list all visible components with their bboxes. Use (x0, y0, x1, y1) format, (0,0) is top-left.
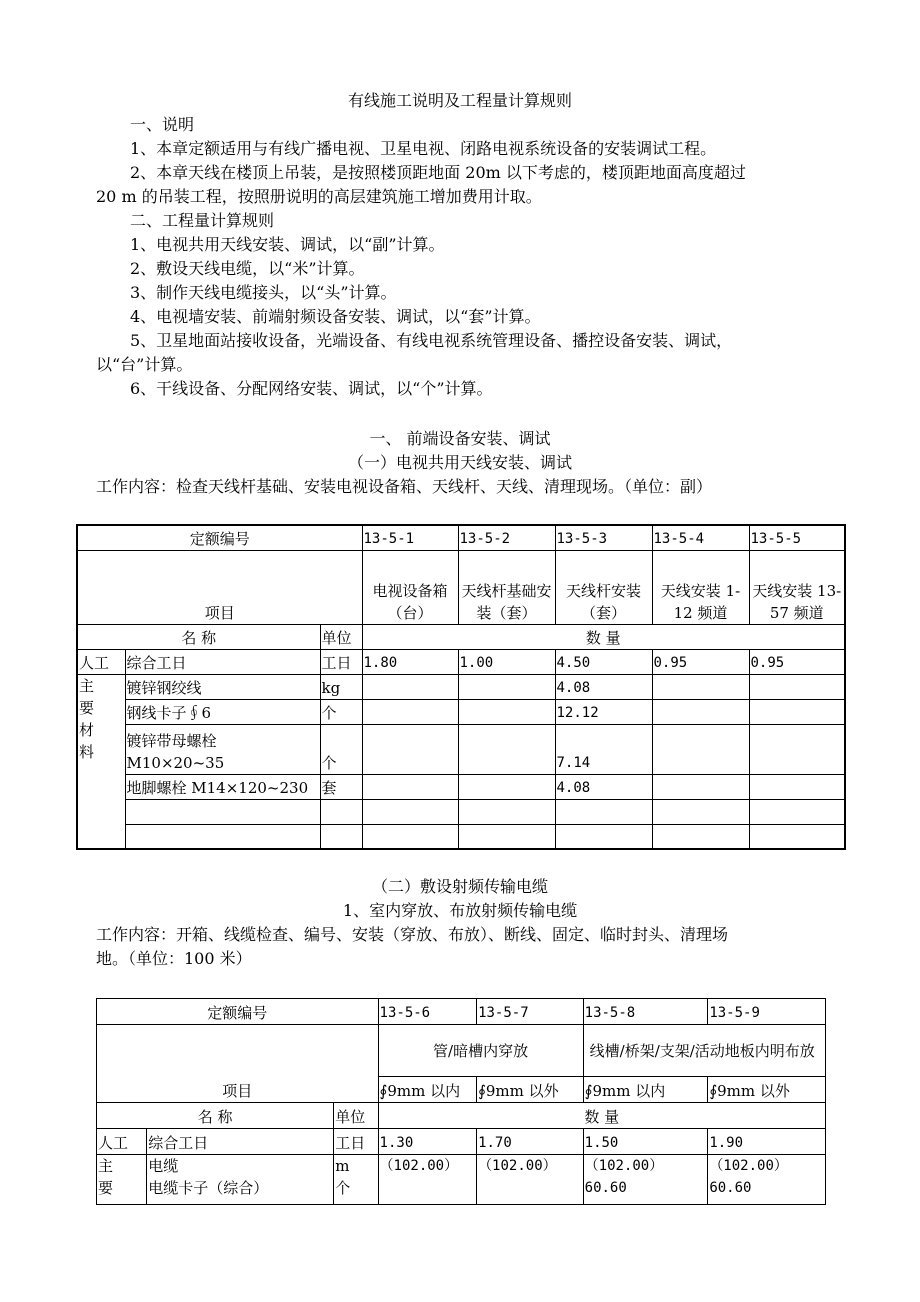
labor-value: 1.00 (458, 649, 555, 674)
section-rules-heading: 二、工程量计算规则 (130, 211, 275, 230)
item-name: 天线杆基础安装（套） (458, 550, 555, 624)
material-name: 电缆卡子（综合） (148, 1179, 269, 1197)
labor-name: 综合工日 (125, 649, 320, 674)
labor-value: 1.30 (378, 1129, 477, 1155)
rule-1: 1、电视共用天线安装、调试，以“副”计算。 (130, 235, 445, 254)
material-name: 镀锌带母螺栓 M10×20~35 (125, 724, 320, 774)
material-category: 主要材料 (77, 674, 125, 849)
rule-3: 3、制作天线电缆接头，以“头”计算。 (130, 283, 397, 302)
quota-code: 13-5-5 (749, 525, 845, 550)
material-unit: 套 (320, 774, 362, 799)
labor-value: 1.70 (477, 1129, 584, 1155)
quota-code: 13-5-1 (362, 525, 458, 550)
quota-code-label: 定额编号 (77, 525, 362, 550)
rule-4: 4、电视墙安装、前端射频设备安装、调试，以“套”计算。 (130, 307, 541, 326)
material-unit: m (335, 1157, 350, 1175)
item-name: 天线安装 1-12 频道 (652, 550, 749, 624)
part2-sub-heading: （二）敷设射频传输电缆 (371, 877, 548, 896)
labor-unit: 工日 (320, 649, 362, 674)
quantity-header: 数 量 (362, 624, 845, 649)
labor-value: 0.95 (652, 649, 749, 674)
item-name: 天线安装 13-57 频道 (749, 550, 845, 624)
material-value: （102.00） (379, 1158, 459, 1174)
labor-name: 综合工日 (147, 1129, 334, 1155)
material-unit: 个 (320, 724, 362, 774)
material-value: 12.12 (555, 699, 652, 724)
item-sub: ∮9mm 以外 (477, 1077, 584, 1103)
material-name: 地脚螺栓 M14×120~230 (125, 774, 320, 799)
labor-category: 人工 (77, 649, 125, 674)
quota-code: 13-5-8 (583, 999, 708, 1025)
page-title: 有线施工说明及工程量计算规则 (347, 91, 572, 110)
material-values (708, 1155, 826, 1205)
quota-code: 13-5-7 (477, 999, 584, 1025)
item-name: 天线杆安装（套） (555, 550, 652, 624)
material-unit: 个 (320, 699, 362, 724)
name-header: 名 称 (77, 624, 320, 649)
material-unit: 个 (335, 1179, 351, 1197)
unit-header: 单位 (334, 1103, 378, 1129)
material-values (378, 1155, 477, 1205)
labor-value: 1.50 (583, 1129, 708, 1155)
material-name: 电缆 (148, 1157, 179, 1175)
quota-code: 13-5-2 (458, 525, 555, 550)
material-value: 4.08 (555, 774, 652, 799)
quota-table-1 (76, 524, 846, 850)
name-header: 名 称 (97, 1103, 334, 1129)
item-group-tray: 线槽/桥架/支架/活动地板内明布放 (583, 1025, 825, 1077)
quota-code-label: 定额编号 (97, 999, 379, 1025)
unit-header: 单位 (320, 624, 362, 649)
section-explain-heading: 一、说明 (130, 115, 195, 134)
quota-code: 13-5-6 (378, 999, 477, 1025)
labor-value: 4.50 (555, 649, 652, 674)
material-category: 主要 (97, 1155, 147, 1205)
explain-paragraph-2-cont: 20 m 的吊装工程，按照册说明的高层建筑施工增加费用计取。 (96, 187, 542, 206)
quota-table-2 (96, 998, 826, 1205)
labor-category: 人工 (97, 1129, 147, 1155)
quota-code: 13-5-3 (555, 525, 652, 550)
part2-sub-sub-heading: 1、室内穿放、布放射频传输电缆 (342, 901, 578, 920)
material-values (583, 1155, 708, 1205)
labor-value: 1.80 (362, 649, 458, 674)
part1-work-content: 工作内容：检查天线杆基础、安装电视设备箱、天线杆、天线、清理现场。（单位：副） (96, 477, 713, 496)
explain-paragraph-1: 1、本章定额适用与有线广播电视、卫星电视、闭路电视系统设备的安装调试工程。 (130, 139, 717, 158)
material-units (334, 1155, 378, 1205)
explain-paragraph-2: 2、本章天线在楼顶上吊装，是按照楼顶距地面 20m 以下考虑的，楼顶距地面高度超过 (130, 163, 746, 182)
part1-heading: 一、 前端设备安装、调试 (369, 429, 551, 448)
item-group-conduit: 管/暗槽内穿放 (378, 1025, 583, 1077)
labor-value: 0.95 (749, 649, 845, 674)
part2-work-content: 工作内容：开箱、线缆检查、编号、安装（穿放、布放）、断线、固定、临时封头、清理场 (96, 925, 729, 944)
item-sub: ∮9mm 以内 (583, 1077, 708, 1103)
material-value: 60.60 (584, 1180, 627, 1196)
material-names (147, 1155, 334, 1205)
material-name: 钢线卡子∮6 (125, 699, 320, 724)
rule-2: 2、敷设天线电缆，以“米”计算。 (130, 259, 365, 278)
quota-code: 13-5-9 (708, 999, 826, 1025)
item-label: 项目 (97, 1025, 379, 1103)
labor-unit: 工日 (334, 1129, 378, 1155)
labor-value: 1.90 (708, 1129, 826, 1155)
rule-5: 5、卫星地面站接收设备，光端设备、有线电视系统管理设备、播控设备安装、调试， (130, 331, 733, 350)
material-value: 7.14 (555, 724, 652, 774)
item-label: 项目 (77, 550, 362, 624)
quota-code: 13-5-4 (652, 525, 749, 550)
part1-sub-heading: （一）电视共用天线安装、调试 (347, 453, 572, 472)
rule-5-cont: 以“台”计算。 (96, 355, 193, 374)
material-value: （102.00） (478, 1158, 557, 1174)
quantity-header: 数 量 (378, 1103, 825, 1129)
material-name: 镀锌钢绞线 (125, 674, 320, 699)
material-value: 60.60 (709, 1180, 752, 1196)
material-value: 4.08 (555, 674, 652, 699)
material-unit: kg (320, 674, 362, 699)
material-value: （102.00） (709, 1158, 788, 1174)
item-sub: ∮9mm 以外 (708, 1077, 826, 1103)
item-sub: ∮9mm 以内 (378, 1077, 477, 1103)
material-value: （102.00） (584, 1158, 664, 1174)
material-values (477, 1155, 584, 1205)
part2-work-content-cont: 地。（单位：100 米） (96, 949, 252, 968)
item-name: 电视设备箱（台） (362, 550, 458, 624)
rule-6: 6、干线设备、分配网络安装、调试，以“个”计算。 (130, 379, 493, 398)
